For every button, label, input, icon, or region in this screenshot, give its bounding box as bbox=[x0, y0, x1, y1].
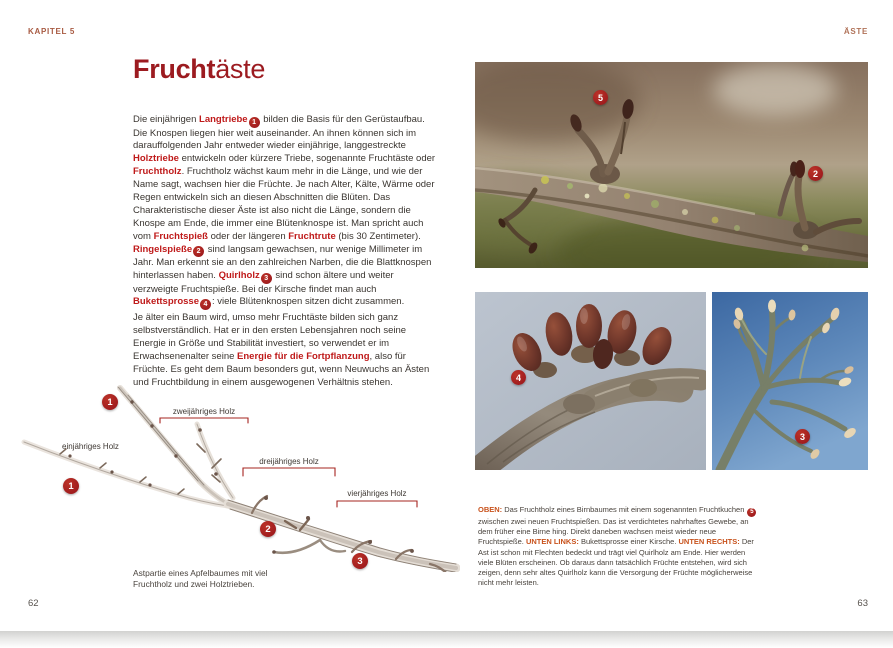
photo-cherry-bouquet-spur bbox=[475, 292, 706, 470]
bud-marks bbox=[68, 400, 450, 572]
body-paragraph-1: Die einjährigen Langtriebe 1 bilden die Basis für den Gerüstaufbau. Die Knospen liegen hier weit auseinander. An ihnen können sich im darauffolgenden Jahr entweder wieder einjährige, langgestreckte Holztriebe entwickeln oder kürzere Triebe, sogenannte Fruchtäste oder Fruchtholz. Fruchtholz wächst kaum mehr in die Länge, und wie der Name sagt, wachsen hier die Früchte. Je nach Alter, Kälte, Wärme oder Regen entwickeln sich an diesen Abschnitten die Blüten. Das Charakteristische dieser Äste ist also nicht die Länge, sondern die Knospe am Ende, die immer eine Blütenknospe ist. Man spricht auch vom Fruchtspieß oder der längeren Fruchtrute (bis 30 Zentimeter). Ringelspieße 2 sind langsam gewachsen, nur wenige Millimeter im Jahr. Man erkennt sie an den zahlreichen Narben, die die Blattknospen hinterlassen haben. Quirlholz 3 sind schon ältere und weiter verzweigte Fruchtspieße. Bei der Kirsche findet man auch Bukettsprosse 4 : viele Blütenknospen sitzen dicht zusammen. bbox=[133, 114, 436, 308]
twig-lower-left bbox=[24, 442, 228, 506]
label-three-year-wood: dreijähriges Holz bbox=[259, 457, 319, 466]
diagram-badge-1a: 1 bbox=[102, 394, 118, 410]
label-one-year-wood: einjähriges Holz bbox=[62, 442, 119, 451]
photo-caption: OBEN: Das Fruchtholz eines Birnbaumes mit einem sogenannten Fruchtkuchen 5 zwischen zwei neuen Fruchtspießen. Das ist verdichtetes nahrhaftes Gewebe, an dem früher eine Birne hing. Direkt daneben wachsen meist wieder neue Fruchtspieße. UNTEN LINKS: Bukettsprosse einer Kirsche. UNTEN RECHTS: Der Ast ist schon mit Flechten bedeckt und trägt viel Quirlholz am Ende. Hier werden viele Blüten erscheinen. Ob daraus dann tatsächlich Früchte entstehen, wird sich zeigen, denn sehr altes Quirlholz kann die Versorgung der Früchte möglicherweise nicht mehr leisten. bbox=[478, 505, 760, 588]
photo-pear-branch-image bbox=[475, 62, 868, 268]
photo-badge-4: 4 bbox=[511, 370, 526, 385]
diagram-badge-2: 2 bbox=[260, 521, 276, 537]
label-two-year-wood: zweijähriges Holz bbox=[172, 407, 236, 416]
photo-quirlholz bbox=[712, 292, 868, 470]
diagram-badge-3: 3 bbox=[352, 553, 368, 569]
photo-badge-5: 5 bbox=[593, 90, 608, 105]
photo-quirlholz-image bbox=[712, 292, 868, 470]
inline-badge-3: 3 bbox=[261, 273, 272, 284]
bracket-four-year bbox=[337, 501, 417, 507]
branch-sketch-illustration bbox=[0, 372, 460, 572]
photo-badge-2: 2 bbox=[808, 166, 823, 181]
body-paragraph-2: Je älter ein Baum wird, umso mehr Fruchtäste bilden sich ganz selbstverständlich. Hat er in den ersten Lebensjahren noch seine Energie in Größe und Stabilität investiert, so verwendet er im Erwachsenenalter seine Energie für die Fortpflanzung, also für Früchte. Es geht dem Baum besonders gut, wenn Neuwuchs an Ästen und Fruchtbildung in einem ausgewogenen Verhältnis stehen. bbox=[133, 312, 430, 388]
page-number-right: 63 bbox=[857, 598, 868, 609]
page-bottom-edge-shadow bbox=[0, 631, 893, 648]
diagram-badge-1b: 1 bbox=[63, 478, 79, 494]
bracket-two-year bbox=[160, 418, 248, 423]
page-title bbox=[133, 54, 265, 85]
page-number-left: 62 bbox=[28, 598, 39, 609]
photo-badge-3: 3 bbox=[795, 429, 810, 444]
label-four-year-wood: vierjähriges Holz bbox=[347, 489, 407, 498]
twig-upper-shoot bbox=[118, 387, 232, 506]
inline-badge-2: 2 bbox=[193, 246, 204, 257]
diagram-caption: Astpartie eines Apfelbaumes mit viel Fruchtholz und zwei Holztrieben. bbox=[133, 568, 268, 589]
branch-age-diagram bbox=[0, 372, 460, 572]
inline-badge-4: 4 bbox=[200, 299, 211, 310]
photo-pear-branch bbox=[475, 62, 868, 268]
inline-badge-1: 1 bbox=[249, 117, 260, 128]
page-title-rest: äste bbox=[215, 54, 266, 84]
chapter-kicker: KAPITEL 5 bbox=[28, 27, 76, 36]
section-kicker: ÄSTE bbox=[843, 27, 868, 36]
bracket-three-year bbox=[243, 468, 335, 476]
inline-badge-5: 5 bbox=[747, 508, 756, 517]
photo-cherry-image bbox=[475, 292, 706, 470]
page-title-bold: Frucht bbox=[133, 54, 216, 84]
